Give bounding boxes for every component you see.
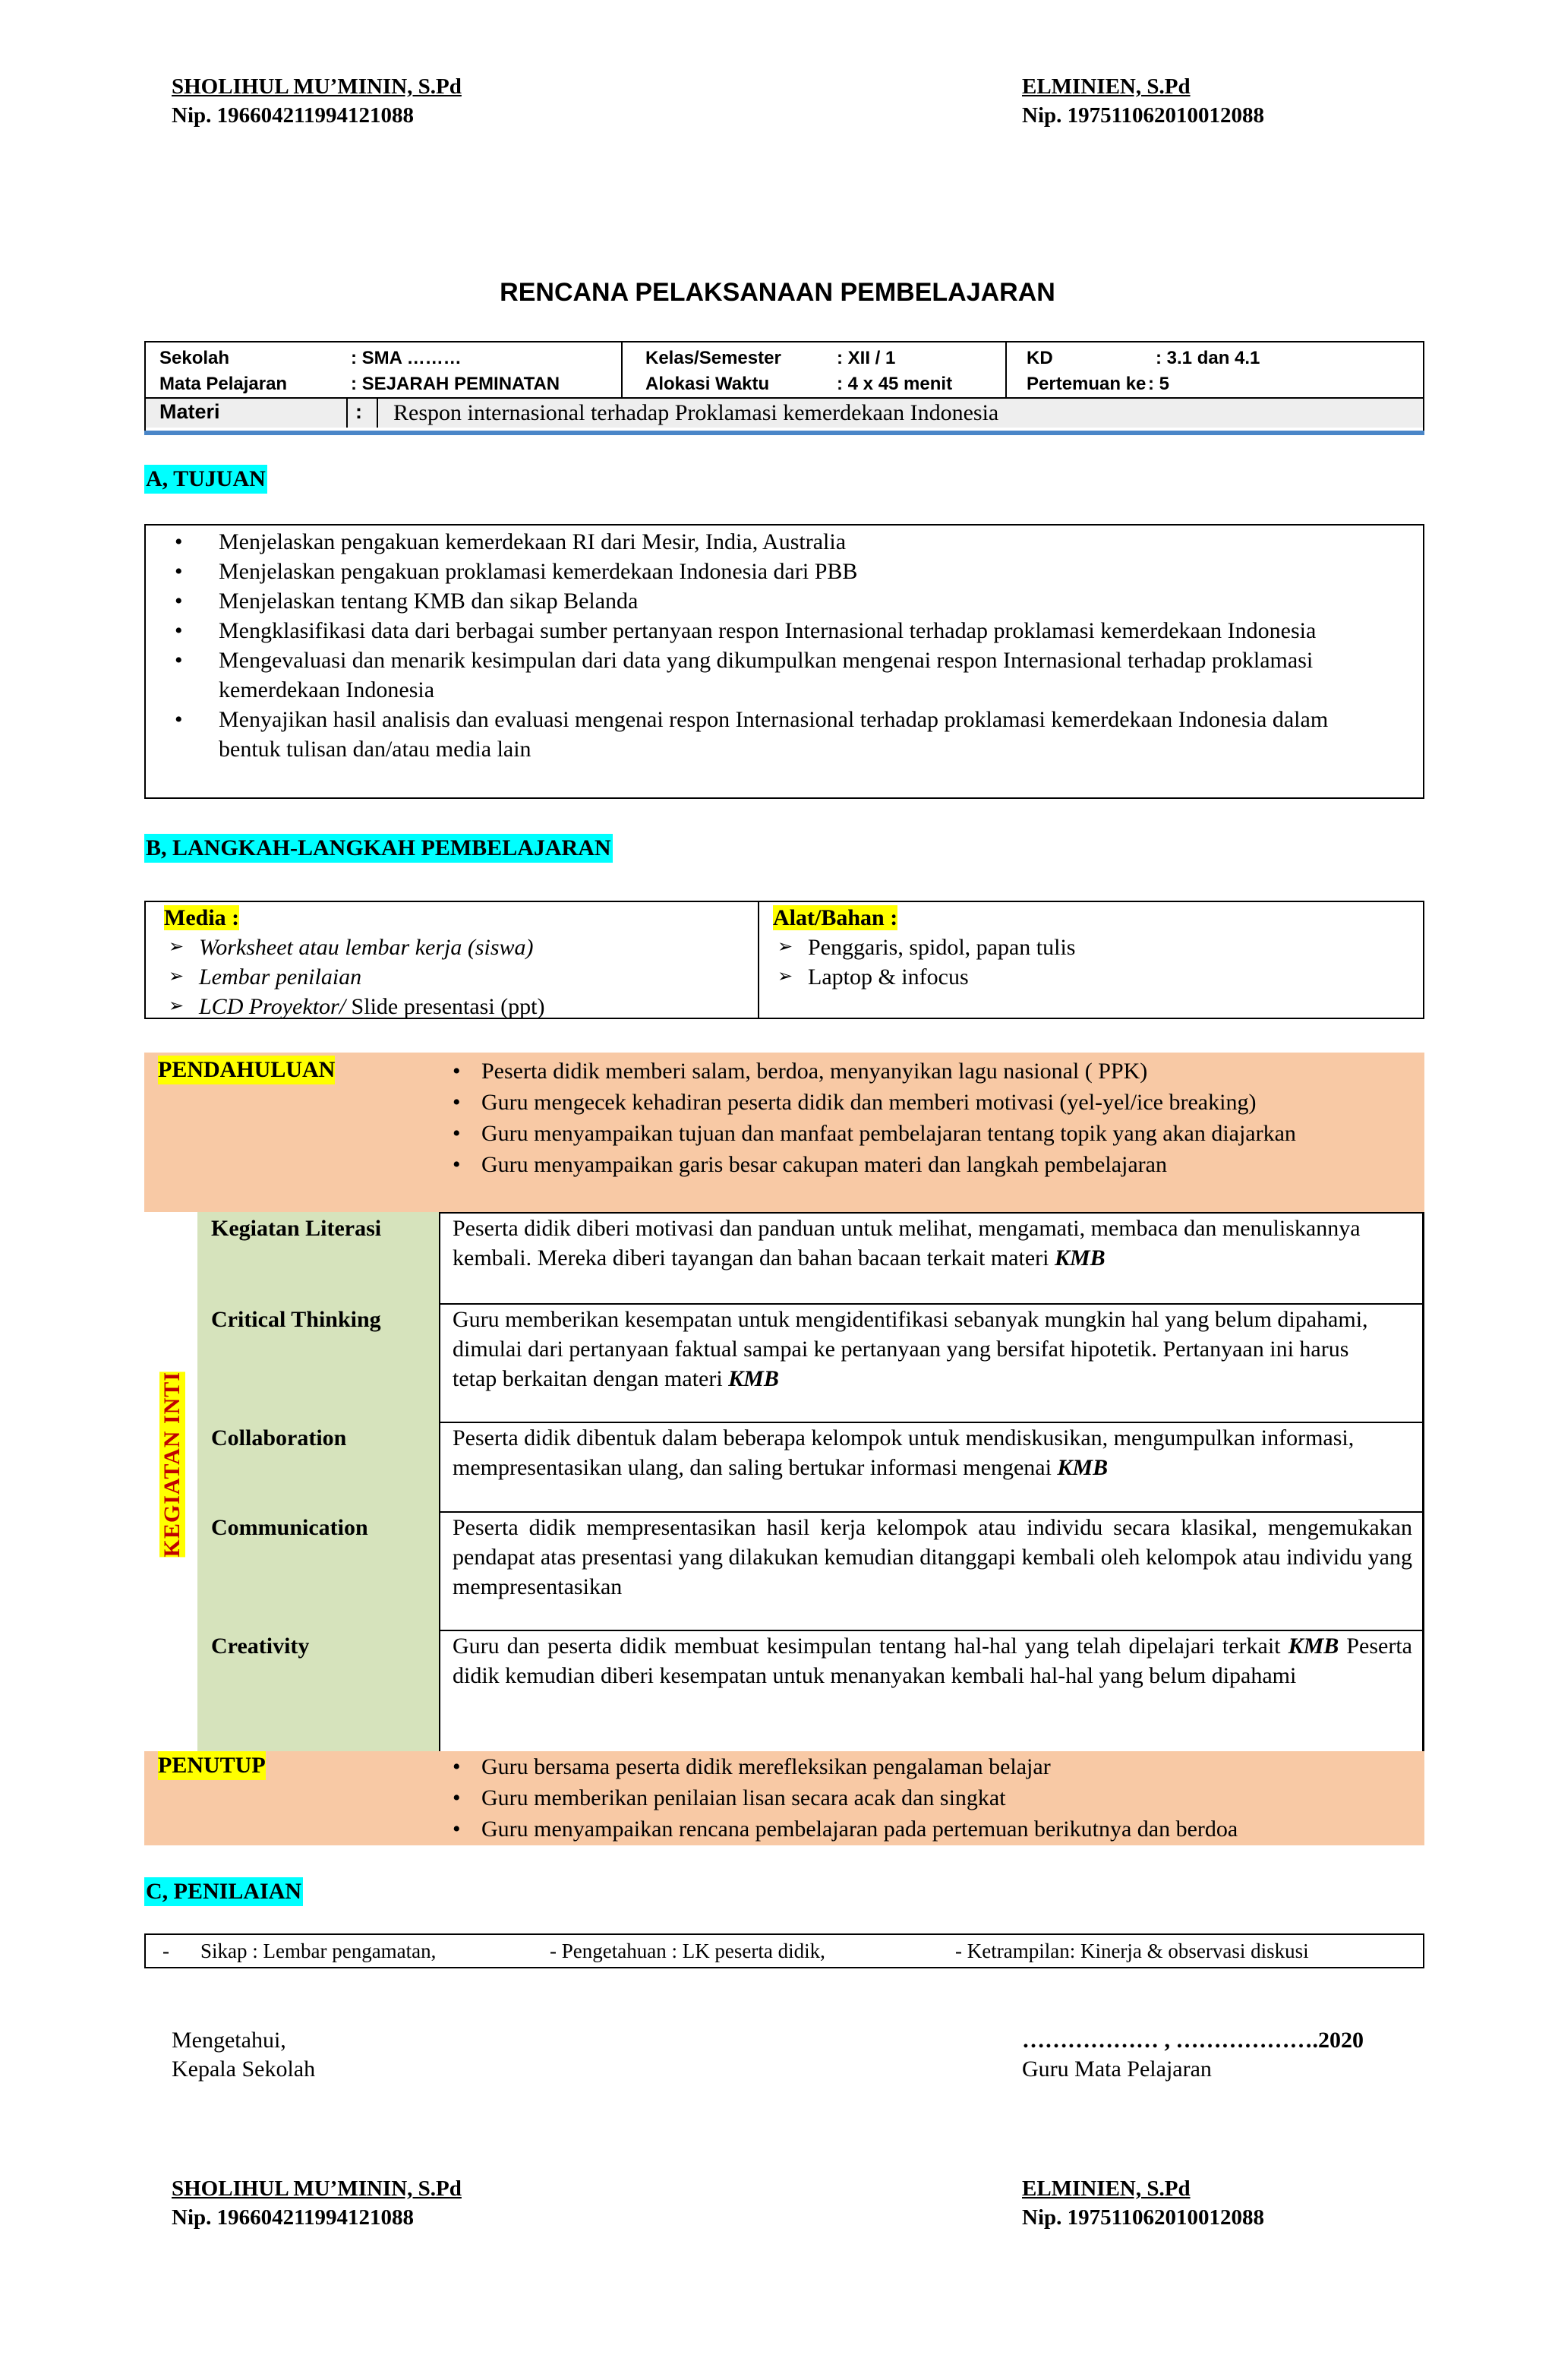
comm-cell <box>197 1511 440 1631</box>
penutup-item: • Guru menyampaikan rencana pembelajaran pada pertemuan berikutnya dan berdoa <box>439 1813 1424 1845</box>
kepala-sekolah-text: Kepala Sekolah <box>172 2056 316 2082</box>
kd-label: KD <box>1027 348 1053 368</box>
pendahuluan-content <box>439 1053 1424 1214</box>
comm-label: Communication <box>211 1515 368 1540</box>
alat-item: ➢ Laptop & infocus <box>773 962 1411 992</box>
collab-content <box>439 1422 1424 1513</box>
langkah-heading: B, LANGKAH-LANGKAH PEMBELAJARAN <box>144 834 613 863</box>
media-item: ➢ Lembar penilaian <box>164 962 741 992</box>
tujuan-item: • Mengklasifikasi data dari berbagai sumber pertanyaan respon Internasional terhadap proklamasi kemerdekaan Indonesia <box>146 616 1423 646</box>
info-box <box>144 341 1424 434</box>
top-right-signatory-name: ELMINIEN, S.Pd <box>1022 74 1191 99</box>
creat-content <box>439 1630 1424 1753</box>
tujuan-item: • Menyajikan hasil analisis dan evaluasi mengenai respon Internasional terhadap proklamasi kemerdekaan Indonesia dalam bentuk tulisan dan/atau media lain <box>146 705 1423 764</box>
kd-value: : 3.1 dan 4.1 <box>1156 348 1260 368</box>
critical-text: Guru memberikan kesempatan untuk mengidentifikasi sebanyak mungkin hal yang belum dipahami, dimulai dari pertanyaan faktual sampai ke pertanyaan yang bersifat hipotetik. Pertanyaan ini harus tetap berkaitan dengan materi KMB <box>453 1307 1368 1391</box>
creat-cell <box>197 1630 440 1753</box>
media-alat-box <box>144 901 1424 1019</box>
sekolah-value: : SMA ……… <box>351 348 462 368</box>
penutup-item: • Guru bersama peserta didik merefleksikan pengalaman belajar <box>439 1751 1424 1782</box>
top-right-signatory-nip: Nip. 197511062010012088 <box>1022 103 1265 128</box>
media-item: ➢ LCD Proyektor/ Slide presentasi (ppt) <box>164 992 741 1021</box>
creat-label: Creativity <box>211 1633 310 1659</box>
penutup-item: • Guru memberikan penilaian lisan secara acak dan singkat <box>439 1782 1424 1813</box>
mapel-label: Mata Pelajaran <box>159 374 288 394</box>
bottom-right-signatory-name: ELMINIEN, S.Pd <box>1022 2176 1191 2201</box>
materi-value: Respon internasional terhadap Proklamasi kemerdekaan Indonesia <box>393 400 999 425</box>
materi-colon: : <box>355 400 362 423</box>
tujuan-item: • Menjelaskan pengakuan kemerdekaan RI dari Mesir, India, Australia <box>146 527 1423 557</box>
penilaian-sikap: Sikap : Lembar pengamatan, <box>200 1940 437 1962</box>
pendahuluan-label: PENDAHULUAN <box>158 1056 335 1084</box>
alat-item: ➢ Penggaris, spidol, papan tulis <box>773 933 1411 962</box>
penilaian-heading: C, PENILAIAN <box>144 1877 303 1906</box>
penutup-cell <box>144 1751 440 1845</box>
penilaian-keterampilan: - Ketrampilan: Kinerja & observasi diskusi <box>955 1940 1309 1962</box>
bottom-left-signatory-name: SHOLIHUL MU’MININ, S.Pd <box>172 2176 462 2201</box>
guru-text: Guru Mata Pelajaran <box>1022 2056 1212 2082</box>
pertemuan-value: : 5 <box>1148 374 1170 394</box>
date-line: ……………… , ……………….2020 <box>1022 2028 1364 2053</box>
literasi-text: Peserta didik diberi motivasi dan panduan untuk melihat, mengamati, membaca dan menuliskannya kembali. Mereka diberi tayangan dan bahan bacaan terkait materi KMB <box>453 1216 1361 1270</box>
page-title: RENCANA PELAKSANAAN PEMBELAJARAN <box>500 278 1055 307</box>
literasi-label: Kegiatan Literasi <box>211 1216 382 1241</box>
penutup-label: PENUTUP <box>158 1751 266 1780</box>
pendahuluan-cell <box>144 1053 440 1214</box>
tujuan-heading: A, TUJUAN <box>144 465 267 494</box>
kelas-label: Kelas/Semester <box>645 348 781 368</box>
mengetahui-text: Mengetahui, <box>172 2028 286 2053</box>
tujuan-list <box>146 527 1423 764</box>
tujuan-item: • Mengevaluasi dan menarik kesimpulan dari data yang dikumpulkan mengenai respon Internasional terhadap proklamasi kemerdekaan Indonesia <box>146 646 1423 705</box>
bottom-right-signatory-nip: Nip. 197511062010012088 <box>1022 2205 1265 2230</box>
critical-cell <box>197 1303 440 1423</box>
media-label: Media : <box>164 905 240 930</box>
comm-content <box>439 1511 1424 1631</box>
pendahuluan-item: • Peserta didik memberi salam, berdoa, menyanyikan lagu nasional ( PPK) <box>439 1056 1424 1087</box>
penilaian-dash: - <box>162 1940 169 1962</box>
bottom-left-signatory-nip: Nip. 196604211994121088 <box>172 2205 415 2230</box>
media-list <box>164 933 741 1021</box>
media-item: ➢ Worksheet atau lembar kerja (siswa) <box>164 933 741 962</box>
penutup-list <box>439 1751 1424 1845</box>
penilaian-box <box>144 1933 1424 1968</box>
collab-text: Peserta didik dibentuk dalam beberapa kelompok untuk mendiskusikan, mengumpulkan informasi, mempresentasikan ulang, dan saling bertukar informasi mengenai KMB <box>453 1425 1355 1480</box>
pertemuan-label: Pertemuan ke <box>1027 374 1147 394</box>
penutup-content <box>439 1751 1424 1845</box>
collab-label: Collaboration <box>211 1425 347 1450</box>
penilaian-pengetahuan: - Pengetahuan : LK peserta didik, <box>550 1940 825 1962</box>
literasi-cell <box>197 1212 440 1305</box>
top-left-signatory-nip: Nip. 196604211994121088 <box>172 103 415 128</box>
literasi-content <box>439 1212 1424 1305</box>
critical-content <box>439 1303 1424 1423</box>
creat-text: Guru dan peserta didik membuat kesimpulan tentang hal-hal yang telah dipelajari terkait KMB Peserta didik kemudian diberi kesempatan untuk menanyakan kembali hal-hal yang belum dipahami <box>453 1633 1412 1688</box>
pendahuluan-item: • Guru menyampaikan garis besar cakupan materi dan langkah pembelajaran <box>439 1149 1424 1180</box>
comm-text: Peserta didik mempresentasikan hasil kerja kelompok atau individu secara klasikal, mengemukakan pendapat atas presentasi yang dilakukan kemudian ditanggapi kembali oleh kelompok atau individu yang mempresentasikan <box>453 1515 1412 1599</box>
kegiatan-inti-label: KEGIATAN INTI <box>159 1371 185 1558</box>
info-box-underline <box>144 431 1424 435</box>
collab-cell <box>197 1422 440 1513</box>
critical-label: Critical Thinking <box>211 1307 381 1332</box>
pendahuluan-item: • Guru menyampaikan tujuan dan manfaat pembelajaran tentang topik yang akan diajarkan <box>439 1118 1424 1149</box>
kegiatan-inti-cell <box>144 1212 199 1753</box>
top-left-signatory-name: SHOLIHUL MU’MININ, S.Pd <box>172 74 462 99</box>
alat-label: Alat/Bahan : <box>773 905 898 930</box>
alokasi-label: Alokasi Waktu <box>645 374 770 394</box>
alat-list <box>773 933 1411 992</box>
tujuan-item: • Menjelaskan tentang KMB dan sikap Belanda <box>146 586 1423 616</box>
tujuan-box <box>144 524 1424 799</box>
alokasi-value: : 4 x 45 menit <box>837 374 953 394</box>
kegiatan-table <box>144 1053 1424 1845</box>
materi-row <box>146 397 1423 428</box>
pendahuluan-item: • Guru mengecek kehadiran peserta didik dan memberi motivasi (yel-yel/ice breaking) <box>439 1087 1424 1118</box>
pendahuluan-list <box>439 1056 1424 1180</box>
mapel-value: : SEJARAH PEMINATAN <box>351 374 560 394</box>
sekolah-label: Sekolah <box>159 348 230 368</box>
materi-label: Materi <box>159 400 220 423</box>
tujuan-item: • Menjelaskan pengakuan proklamasi kemerdekaan Indonesia dari PBB <box>146 557 1423 586</box>
kelas-value: : XII / 1 <box>837 348 896 368</box>
